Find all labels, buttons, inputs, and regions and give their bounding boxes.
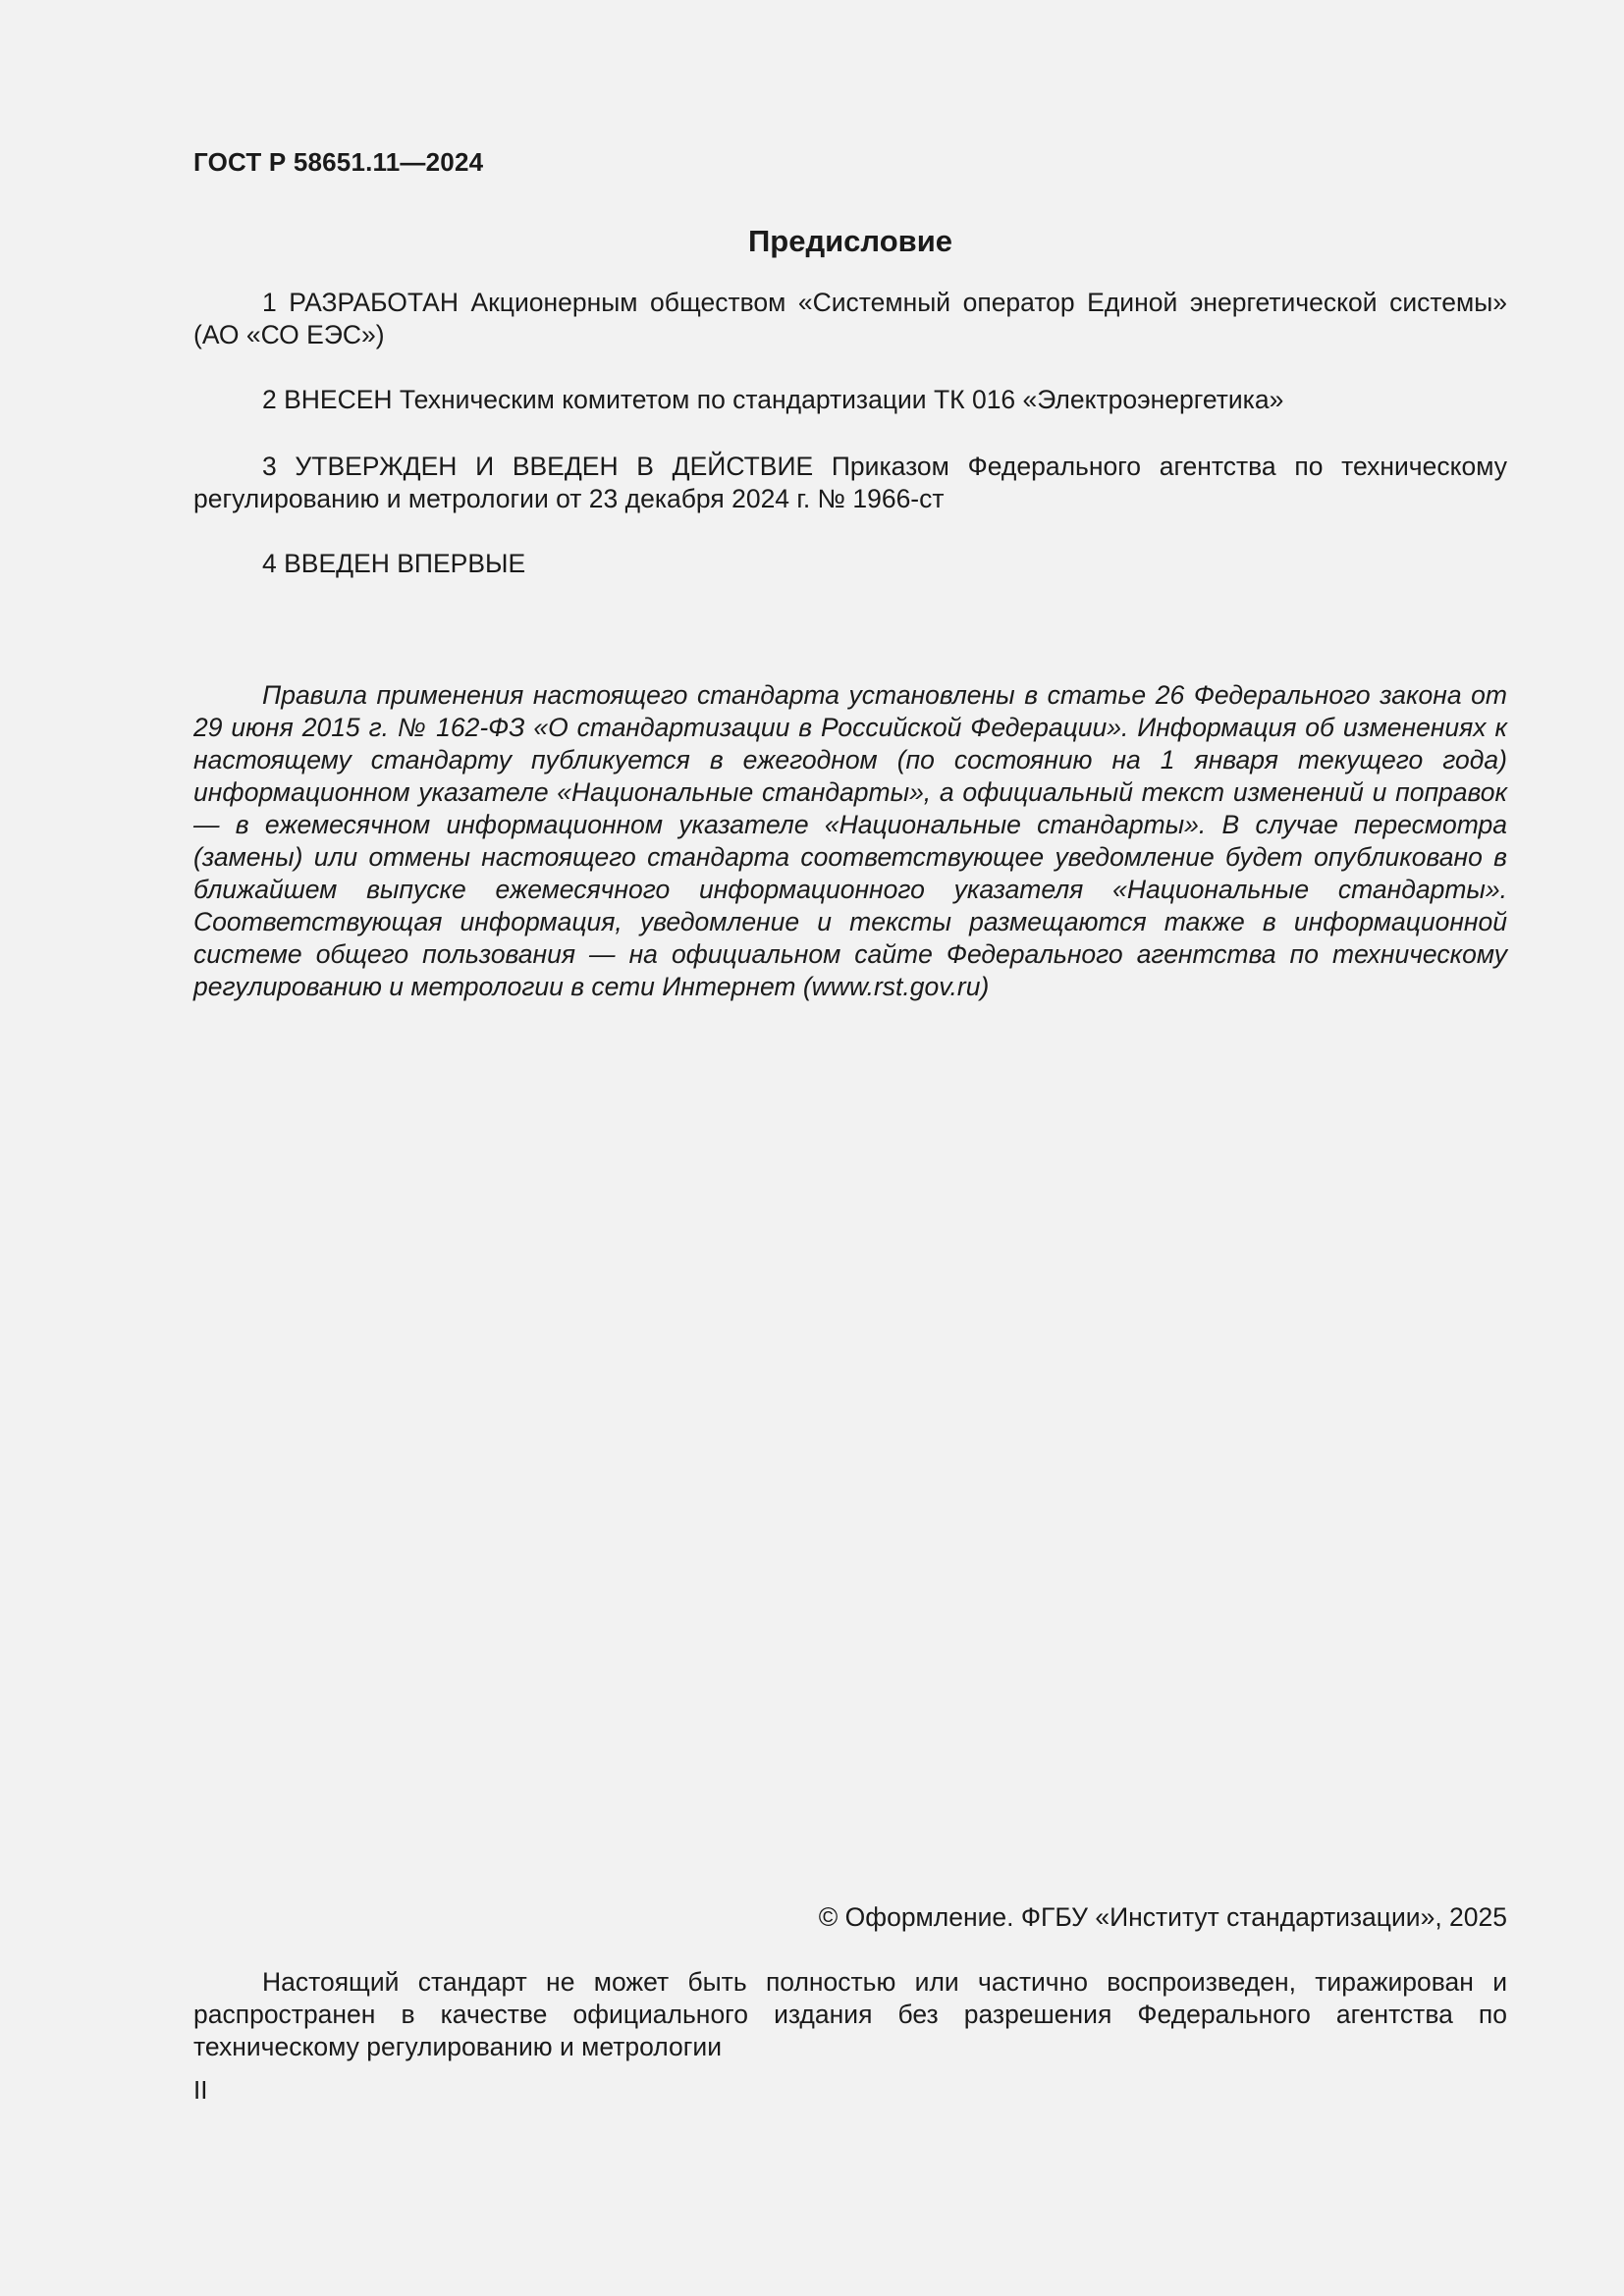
preface-item-4: 4 ВВЕДЕН ВПЕРВЫЕ (262, 549, 526, 578)
preface-item-2: 2 ВНЕСЕН Техническим комитетом по стандартизации ТК 016 «Электроэнергетика» (262, 385, 1284, 414)
copyright-line: © Оформление. ФГБУ «Институт стандартизации», 2025 (818, 1902, 1507, 1932)
application-rules-text: Правила применения настоящего стандарта установлены в статье 26 Федерального закона от 29 июня 2015 г. № 162-ФЗ «О стандартизации в Российской Федерации». Информация об изменениях к настоящему стандарту публикуется в ежегодном (по состоянию на 1 января текущего года) информационном указателе «Национальные стандарты», а официальный текст изменений и поправок — в ежемесячном информационном указателе «Национальные стандарты». В случае пересмотра (замены) или отмены настоящего стандарта соответствующее уведомление будет опубликовано в ближайшем выпуске ежемесячного информационного указателя «Национальные стандарты». Соответствующая информация, уведомление и тексты размещаются также в информационной системе общего пользования — на официальном сайте Федерального агентства по техническому регулированию и метрологии в сети Интернет (www.rst.gov.ru) (193, 680, 1507, 1001)
preface-item-1: 1 РАЗРАБОТАН Акционерным обществом «Системный оператор Единой энергетической системы» (АО «СО ЕЭС») (193, 288, 1507, 349)
preface-item-3: 3 УТВЕРЖДЕН И ВВЕДЕН В ДЕЙСТВИЕ Приказом Федерального агентства по техническому регулированию и метрологии от 23 декабря 2024 г. № 1966-ст (193, 452, 1507, 513)
preface-title: Предисловие (747, 224, 952, 258)
reproduction-notice: Настоящий стандарт не может быть полностью или частично воспроизведен, тиражирован и распространен в качестве официального издания без разрешения Федерального агентства по техническому регулированию и метрологии (193, 1967, 1507, 2061)
page-number: II (193, 2075, 208, 2105)
document-code: ГОСТ Р 58651.11—2024 (193, 147, 484, 177)
